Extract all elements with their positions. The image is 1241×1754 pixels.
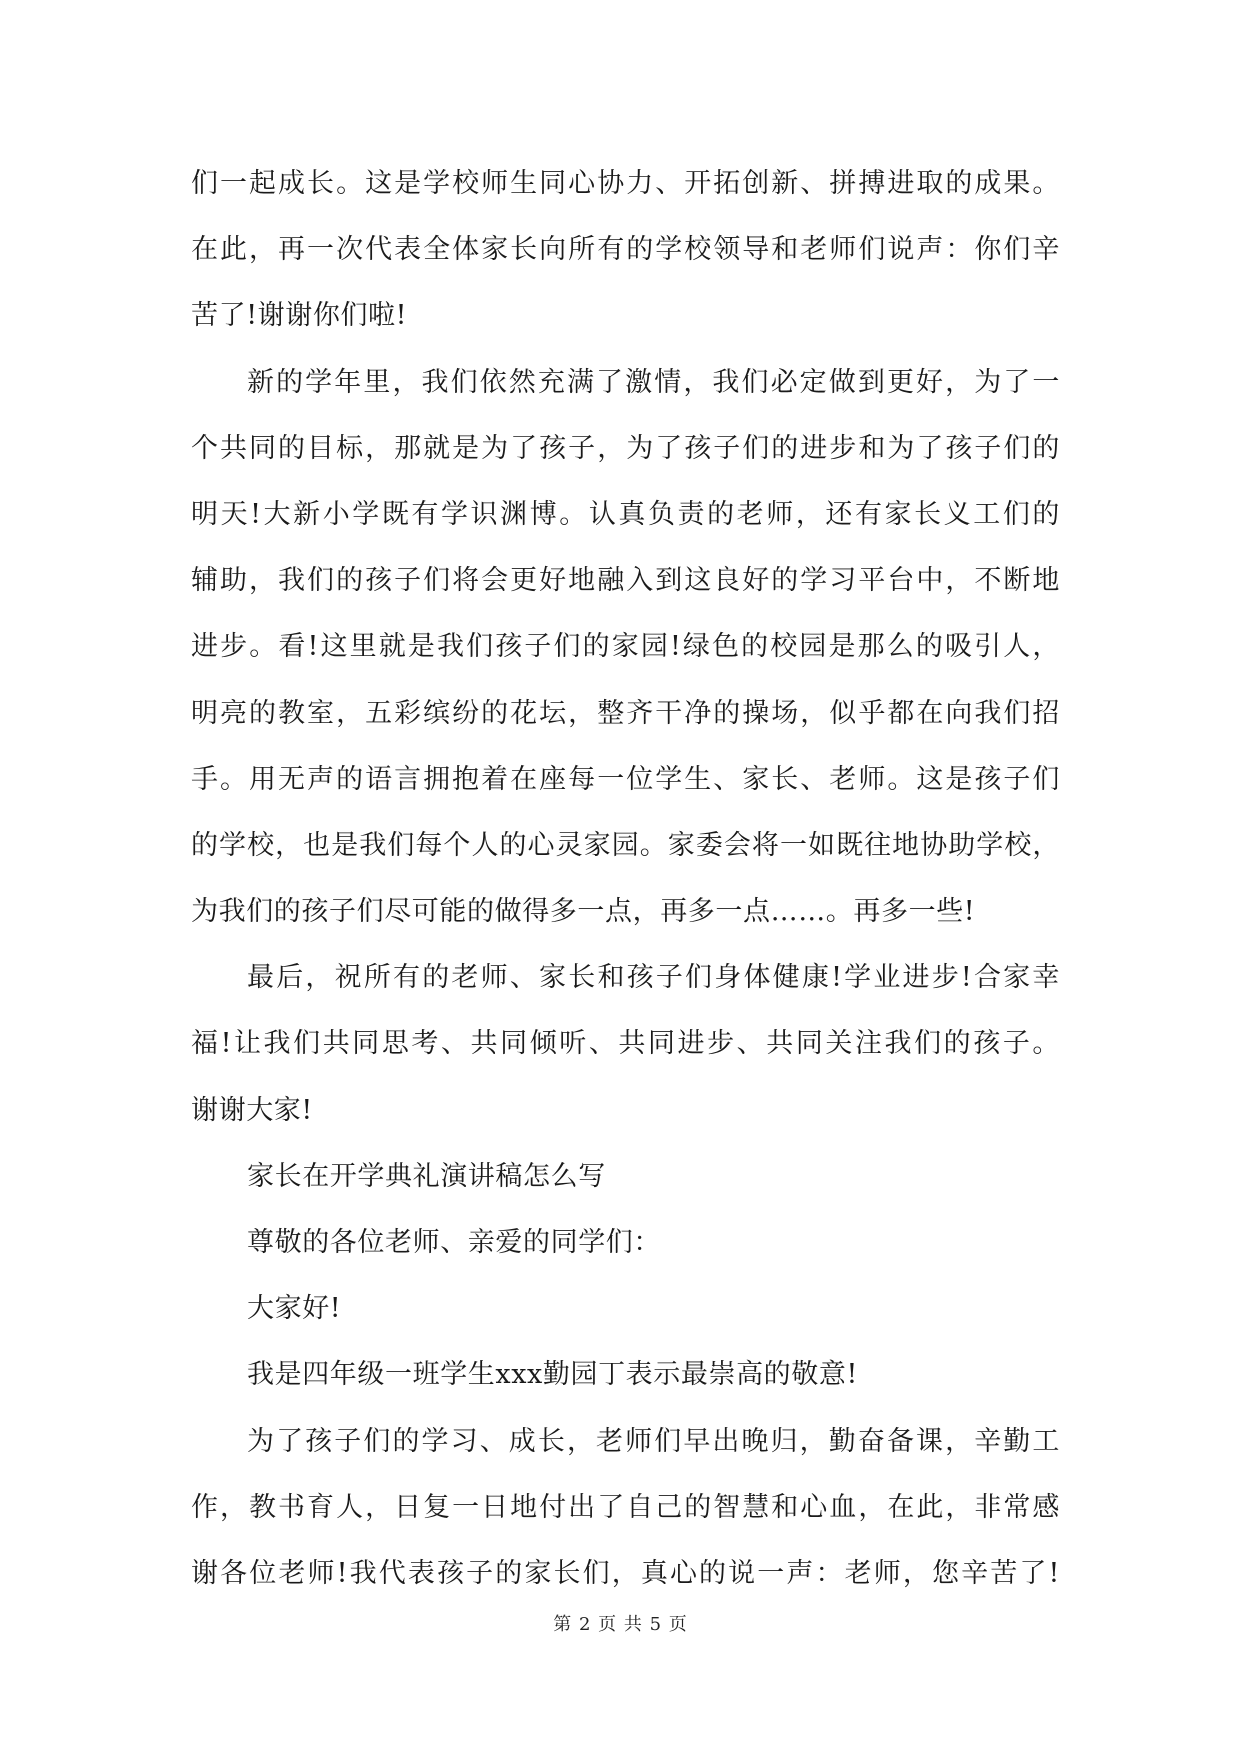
text-line: 为我们的孩子们尽可能的做得多一点，再多一点……。再多一些!	[191, 896, 976, 928]
section-heading: 家长在开学典礼演讲稿怎么写	[247, 1160, 606, 1192]
text-line: 明天!大新小学既有学识渊博。认真负责的老师，还有家长义工们的	[191, 498, 1060, 530]
text-line: 辅助，我们的孩子们将会更好地融入到这良好的学习平台中，不断地	[191, 565, 1060, 597]
greeting: 大家好!	[247, 1293, 342, 1325]
text-line: 手。用无声的语言拥抱着在座每一位学生、家长、老师。这是孩子们	[191, 763, 1060, 795]
text-line: 们一起成长。这是学校师生同心协力、开拓创新、拼搏进取的成果。	[191, 168, 1060, 199]
text-line: 的学校，也是我们每个人的心灵家园。家委会将一如既往地协助学校，	[191, 829, 1060, 861]
text-line: 作，教书育人，日复一日地付出了自己的智慧和心血，在此，非常感	[191, 1491, 1060, 1523]
page-number-footer: 第 2 页 共 5 页	[553, 1614, 688, 1635]
text-line: 为了孩子们的学习、成长，老师们早出晚归，勤奋备课，辛勤工	[247, 1425, 1060, 1457]
text-line: 谢谢大家!	[191, 1094, 313, 1126]
text-line: 苦了!谢谢你们啦!	[191, 300, 408, 332]
text-line: 在此，再一次代表全体家长向所有的学校领导和老师们说声：你们辛	[191, 234, 1060, 266]
text-line: 福!让我们共同思考、共同倾听、共同进步、共同关注我们的孩子。	[191, 1028, 1060, 1060]
text-line: 明亮的教室，五彩缤纷的花坛，整齐干净的操场，似乎都在向我们招	[191, 697, 1060, 729]
salutation: 尊敬的各位老师、亲爱的同学们：	[247, 1227, 661, 1258]
text-line: 个共同的目标，那就是为了孩子，为了孩子们的进步和为了孩子们的	[191, 432, 1060, 464]
body-text	[191, 151, 1060, 1607]
text-line: 进步。看!这里就是我们孩子们的家园!绿色的校园是那么的吸引人，	[191, 631, 1060, 663]
text-line: 新的学年里，我们依然充满了激情，我们必定做到更好，为了一	[247, 366, 1060, 398]
text-line: 最后，祝所有的老师、家长和孩子们身体健康!学业进步!合家幸	[247, 962, 1060, 994]
text-line: 谢各位老师!我代表孩子的家长们，真心的说一声：老师，您辛苦了!	[191, 1557, 1060, 1589]
text-line: 我是四年级一班学生xxx勤园丁表示最崇高的敬意!	[247, 1359, 858, 1391]
